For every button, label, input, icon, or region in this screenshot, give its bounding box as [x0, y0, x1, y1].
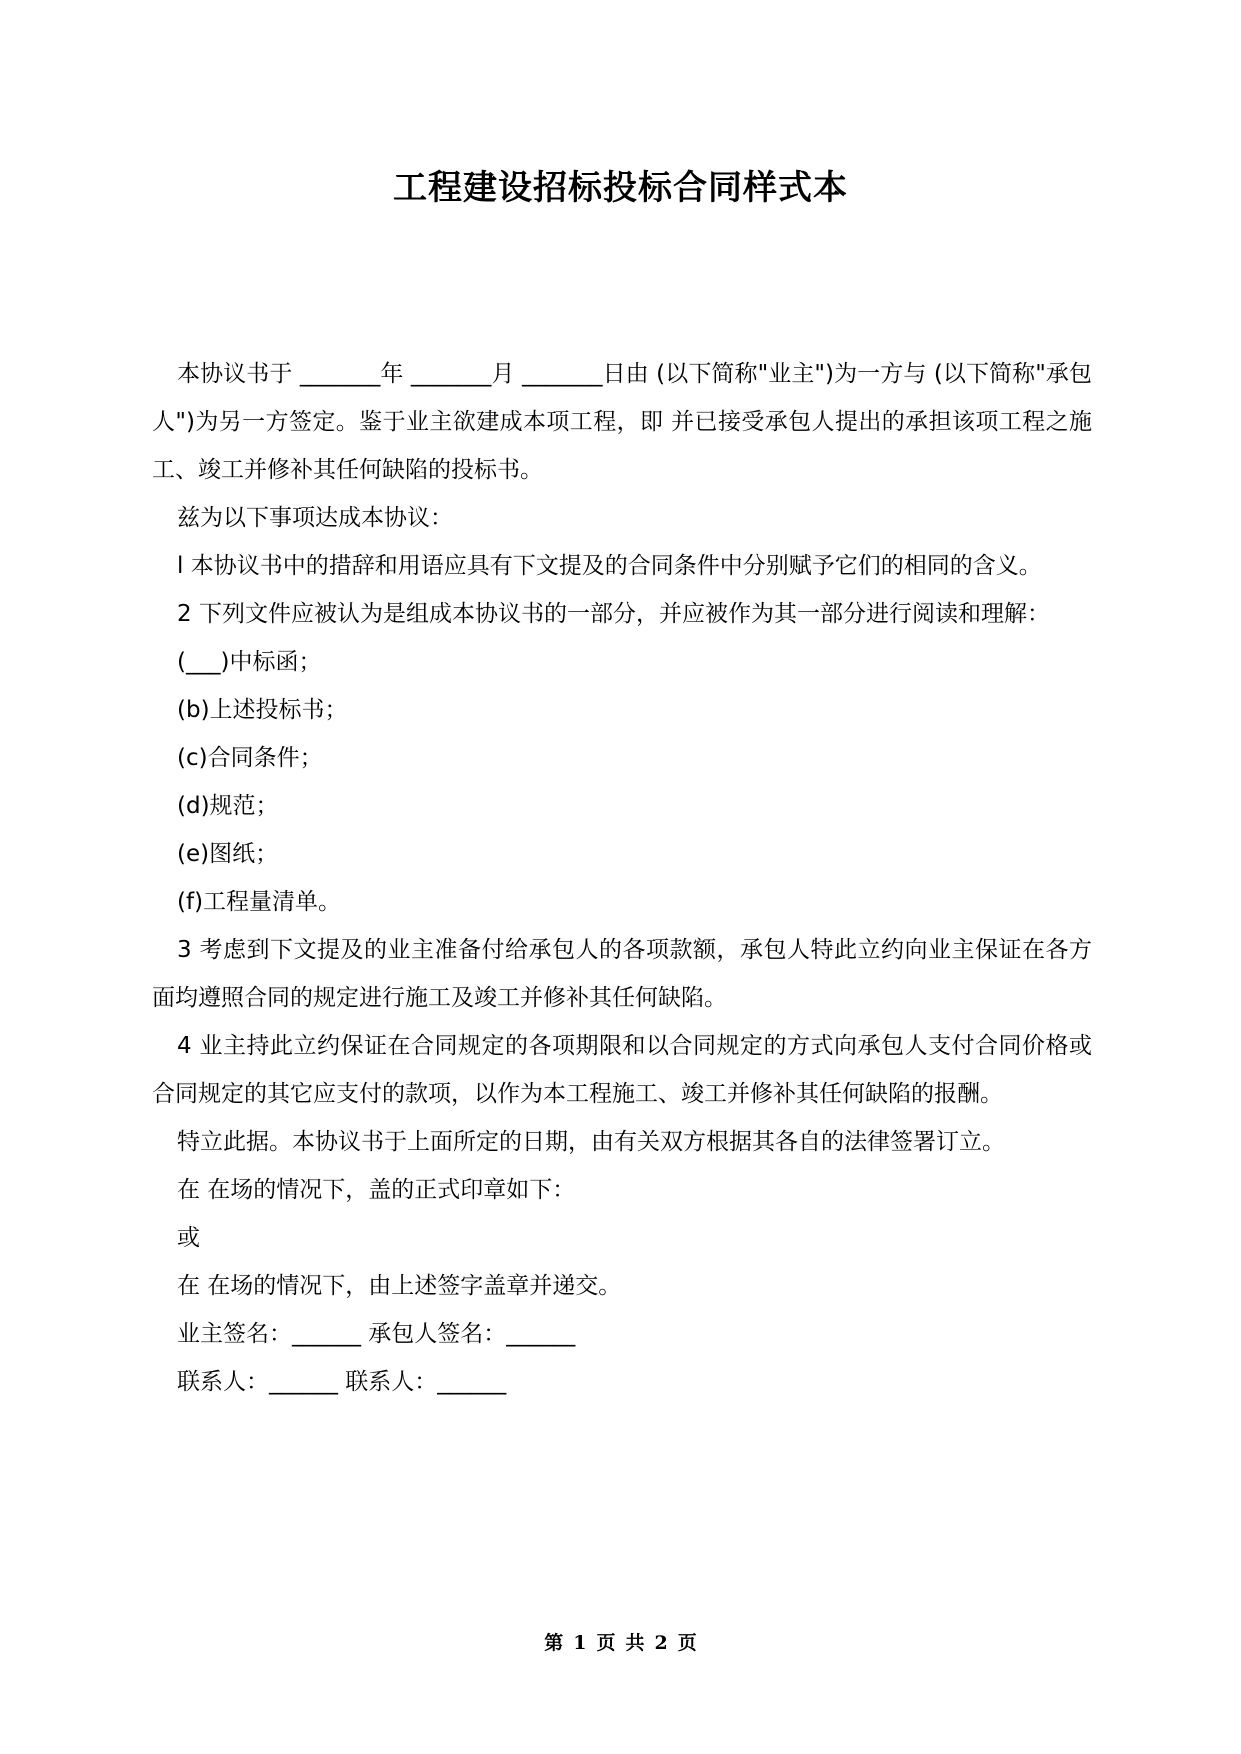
paragraph-or: 或 [177, 1225, 200, 1251]
footer-label-page: 第 [544, 1632, 564, 1654]
list-item-tender: (b)上述投标书； [177, 697, 348, 723]
contact-line: 联系人：______ 联系人：______ [177, 1369, 507, 1395]
footer-current-page: 1 [573, 1632, 587, 1654]
paragraph-clause-3: 3 考虑到下文提及的业主准备付给承包人的各项款额，承包人特此立约向业主保证在各方面均遵照合同的规定进行施工及竣工并修补其任何缺陷。 [152, 937, 1092, 1011]
list-item-letter-of-acceptance: (___)中标函； [177, 649, 322, 675]
list-item-specification: (d)规范； [177, 793, 279, 819]
document-title: 工程建设招标投标合同样式本 [393, 168, 848, 208]
list-item-conditions: (c)合同条件； [177, 745, 323, 771]
footer-total-pages: 2 [654, 1632, 668, 1654]
paragraph-clause-1: l 本协议书中的措辞和用语应具有下文提及的合同条件中分别赋予它们的相同的含义。 [177, 553, 1042, 579]
paragraph-signed-delivered: 在 在场的情况下，由上述签字盖章并递交。 [177, 1273, 622, 1299]
paragraph-witness: 特立此据。本协议书于上面所定的日期，由有关双方根据其各自的法律签署订立。 [177, 1129, 1005, 1155]
paragraph-seal: 在 在场的情况下，盖的正式印章如下： [177, 1177, 576, 1203]
paragraph-clause-4: 4 业主持此立约保证在合同规定的各项期限和以合同规定的方式向承包人支付合同价格或合同规定的其它应支付的款项，以作为本工程施工、竣工并修补其任何缺陷的报酬。 [152, 1033, 1092, 1107]
paragraph-clause-2: 2 下列文件应被认为是组成本协议书的一部分，并应被作为其一部分进行阅读和理解： [177, 601, 1050, 627]
document-body [152, 350, 1092, 1406]
paragraph-agreement-lead: 兹为以下事项达成本协议： [177, 505, 453, 531]
footer-label-total: 共 [625, 1632, 645, 1654]
list-item-bill-of-quantities: (f)工程量清单。 [177, 889, 342, 915]
page-footer [0, 1628, 1241, 1655]
list-item-drawings: (e)图纸； [177, 841, 279, 867]
paragraph-intro: 本协议书于 _______年 _______月 _______日由 (以下简称"业主")为一方与 (以下简称"承包人")为另一方签定。鉴于业主欲建成本项工程，即 并已接受承包人提出的承担该项工程之施工、竣工并修补其任何缺陷的投标书。 [152, 361, 1092, 483]
signature-line: 业主签名：______ 承包人签名：______ [177, 1321, 576, 1347]
footer-label-page-unit: 页 [596, 1632, 616, 1654]
footer-label-total-unit: 页 [677, 1632, 697, 1654]
